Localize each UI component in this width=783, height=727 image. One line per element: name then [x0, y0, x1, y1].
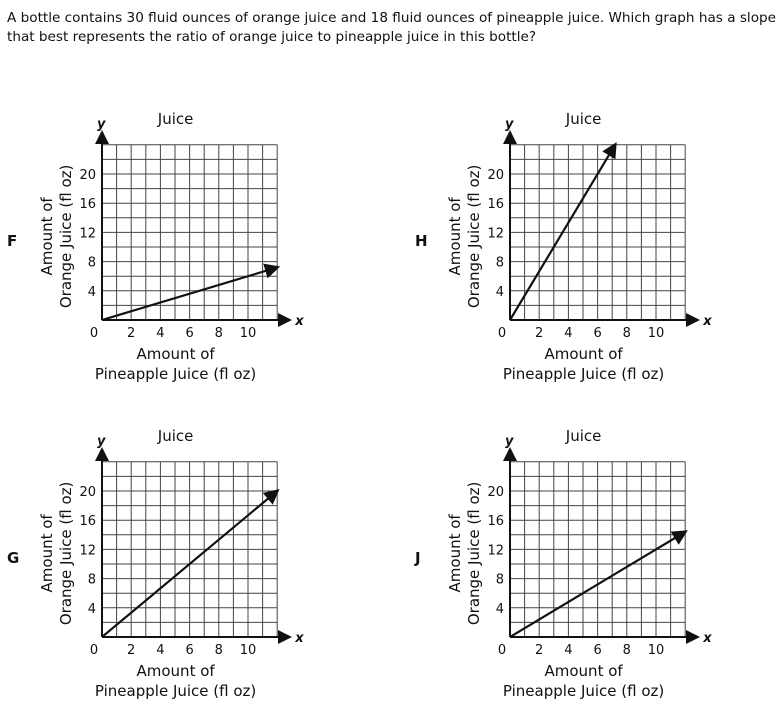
x-tick-label: 4 [156, 326, 165, 341]
x-tick-label: 8 [214, 326, 223, 341]
x-tick-label: 2 [127, 643, 136, 658]
y-axis-label-line: Orange Juice (fl oz) [57, 481, 75, 626]
y-axis-label-line: Orange Juice (fl oz) [465, 164, 483, 309]
y-axis-name: y [97, 116, 106, 132]
x-tick-label: 8 [214, 643, 223, 658]
graph-option-f[interactable] [0, 100, 380, 410]
x-tick-label: 6 [593, 326, 602, 341]
y-axis-label-line: Amount of [38, 197, 56, 276]
x-axis-label-line: Amount of [544, 345, 623, 363]
x-tick-label: 10 [647, 643, 665, 658]
x-tick-label: 4 [156, 643, 165, 658]
y-axis-label-line: Amount of [446, 197, 464, 276]
x-tick-label: 6 [593, 643, 602, 658]
option-letter-f: F [7, 232, 18, 250]
y-tick-label: 16 [79, 514, 96, 530]
x-axis-label-line: Pineapple Juice (fl oz) [94, 682, 257, 700]
x-axis-name: x [295, 631, 304, 646]
y-tick-label: 12 [487, 543, 504, 559]
y-tick-label: 4 [87, 284, 96, 300]
y-tick-label: 4 [495, 284, 504, 300]
y-axis-name: y [505, 433, 514, 449]
y-tick-label: 20 [487, 485, 504, 500]
x-axis-name: x [703, 314, 712, 329]
question-text: A bottle contains 30 fluid ounces of orange juice and 18 fluid ounces of pineapple juice. Which graph has a slope that best represents the ratio of orange juice to pineapple juice in this bottle? [7, 10, 777, 45]
chart-title: Juice [565, 110, 602, 128]
x-tick-label: 0 [89, 643, 99, 658]
y-axis-label-line: Orange Juice (fl oz) [57, 164, 75, 309]
graph-j-svg [408, 417, 783, 717]
y-tick-label: 20 [79, 168, 96, 183]
y-tick-label: 20 [487, 168, 504, 183]
x-axis-label-line: Amount of [544, 662, 623, 680]
option-letter-g: G [7, 549, 20, 567]
chart-title: Juice [565, 427, 602, 445]
y-tick-label: 8 [87, 255, 96, 271]
x-axis-label-line: Pineapple Juice (fl oz) [502, 682, 665, 700]
x-axis-name: x [295, 314, 304, 329]
graph-h-svg [408, 100, 783, 400]
x-axis-label-line: Pineapple Juice (fl oz) [94, 365, 257, 383]
x-tick-label: 6 [185, 643, 194, 658]
y-axis-label-line: Amount of [446, 514, 464, 593]
graph-option-g[interactable] [0, 417, 380, 727]
y-tick-label: 12 [79, 226, 96, 242]
x-axis-label [503, 345, 664, 383]
graph-option-j[interactable] [408, 417, 783, 727]
y-tick-label: 8 [495, 255, 504, 271]
x-tick-label: 2 [127, 326, 136, 341]
x-axis-label-line: Amount of [136, 345, 215, 363]
y-axis-label [38, 482, 75, 626]
graph-g-svg [0, 417, 380, 717]
x-axis-label [503, 662, 664, 700]
y-tick-label: 12 [79, 543, 96, 559]
graph-option-h[interactable] [408, 100, 783, 410]
x-axis-label-line: Pineapple Juice (fl oz) [502, 365, 665, 383]
x-axis-label [95, 345, 256, 383]
x-tick-label: 4 [564, 326, 573, 341]
x-tick-label: 4 [564, 643, 573, 658]
y-tick-label: 4 [495, 601, 504, 617]
option-letter-j: J [415, 549, 421, 567]
x-tick-label: 10 [239, 643, 257, 658]
y-axis-label [446, 165, 483, 309]
y-axis-label-line: Amount of [38, 514, 56, 593]
x-tick-label: 6 [185, 326, 194, 341]
x-axis-label-line: Amount of [136, 662, 215, 680]
x-tick-label: 2 [535, 326, 544, 341]
chart-title: Juice [157, 427, 194, 445]
x-tick-label: 8 [622, 643, 631, 658]
y-tick-label: 16 [79, 197, 96, 213]
y-tick-label: 16 [487, 197, 504, 213]
option-letter-h: H [415, 232, 428, 250]
y-axis-label [446, 482, 483, 626]
x-tick-label: 10 [647, 326, 665, 341]
y-tick-label: 12 [487, 226, 504, 242]
x-tick-label: 8 [622, 326, 631, 341]
y-axis-name: y [97, 433, 106, 449]
y-tick-label: 8 [495, 572, 504, 588]
y-axis-label [38, 165, 75, 309]
x-tick-label: 0 [89, 326, 99, 341]
graph-f-svg [0, 100, 380, 400]
chart-title: Juice [157, 110, 194, 128]
x-tick-label: 10 [239, 326, 257, 341]
y-tick-label: 16 [487, 514, 504, 530]
y-axis-name: y [505, 116, 514, 132]
y-tick-label: 4 [87, 601, 96, 617]
y-axis-label-line: Orange Juice (fl oz) [465, 481, 483, 626]
y-tick-label: 20 [79, 485, 96, 500]
x-tick-label: 0 [497, 643, 507, 658]
x-tick-label: 2 [535, 643, 544, 658]
x-axis-label [95, 662, 256, 700]
y-tick-label: 8 [87, 572, 96, 588]
x-tick-label: 0 [497, 326, 507, 341]
x-axis-name: x [703, 631, 712, 646]
